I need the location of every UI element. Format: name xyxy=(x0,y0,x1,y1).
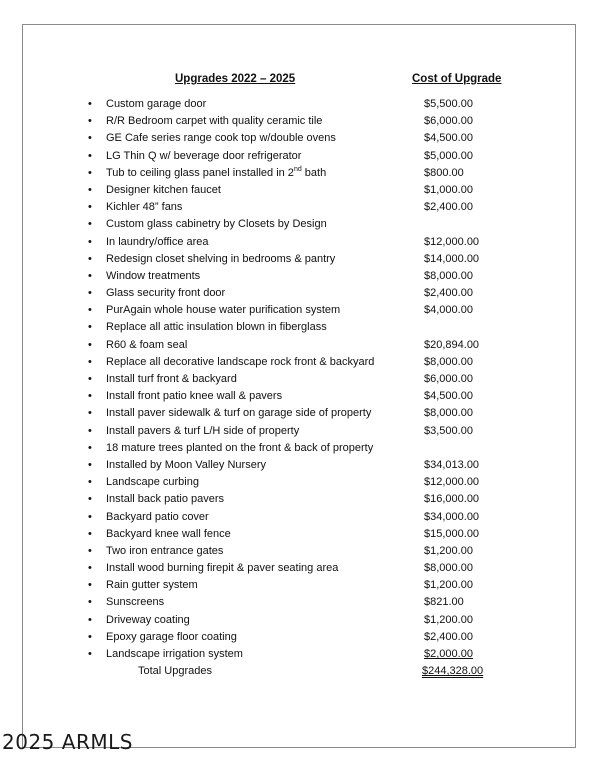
bullet-icon: • xyxy=(88,355,92,368)
upgrade-description: PurAgain whole house water purification system xyxy=(106,304,341,317)
upgrade-cost: $1,200.00 xyxy=(424,579,473,592)
upgrade-description: In laundry/office area xyxy=(106,235,209,248)
upgrade-description-text: Tub to ceiling glass panel installed in 2 xyxy=(106,166,294,179)
upgrade-cost: $8,000.00 xyxy=(424,355,473,368)
upgrade-cost: $34,013.00 xyxy=(424,458,480,471)
bullet-icon: • xyxy=(88,613,92,626)
bullet-icon: • xyxy=(88,252,92,265)
bullet-icon: • xyxy=(88,373,92,385)
upgrade-description: Landscape curbing xyxy=(106,476,199,489)
upgrade-row xyxy=(23,268,575,285)
upgrade-cost: $2,000.00 xyxy=(424,648,473,660)
bullet-icon: • xyxy=(88,458,92,471)
upgrade-row xyxy=(23,251,575,268)
upgrade-row xyxy=(23,371,575,388)
bullet-icon: • xyxy=(88,424,92,437)
bullet-icon: • xyxy=(88,579,92,592)
cost-heading: Cost of Upgrade xyxy=(412,73,502,85)
bullet-icon: • xyxy=(88,596,92,609)
upgrade-cost: $14,000.00 xyxy=(424,252,480,265)
bullet-icon: • xyxy=(88,269,92,282)
upgrade-row xyxy=(23,629,575,646)
bullet-icon: • xyxy=(88,562,92,575)
total-cost: $244,328.00 xyxy=(422,665,484,678)
upgrade-cost: $800.00 xyxy=(424,166,464,179)
upgrade-row xyxy=(23,612,575,629)
bullet-icon: • xyxy=(88,407,92,420)
upgrade-description: R/R Bedroom carpet with quality ceramic tile xyxy=(106,115,323,128)
upgrade-description xyxy=(106,165,326,182)
upgrade-description: GE Cafe series range cook top w/double ovens xyxy=(106,132,336,145)
upgrade-row xyxy=(23,234,575,251)
upgrade-row xyxy=(23,319,575,336)
bullet-icon: • xyxy=(88,132,92,145)
upgrade-cost: $5,500.00 xyxy=(424,98,473,110)
bullet-icon: • xyxy=(88,390,92,403)
upgrade-row xyxy=(23,96,575,113)
upgrade-description: Redesign closet shelving in bedrooms & pantry xyxy=(106,252,336,265)
upgrade-description: Backyard patio cover xyxy=(106,510,209,523)
ordinal-suffix: nd xyxy=(293,165,302,173)
upgrade-row xyxy=(23,526,575,543)
bullet-icon: • xyxy=(88,321,92,334)
upgrade-description: Install back patio pavers xyxy=(106,493,225,506)
upgrade-cost: $2,400.00 xyxy=(424,287,473,300)
upgrade-cost: $15,000.00 xyxy=(424,527,480,540)
upgrade-description: Driveway coating xyxy=(106,613,190,626)
upgrade-row xyxy=(23,440,575,457)
upgrade-description: Installed by Moon Valley Nursery xyxy=(106,458,266,471)
upgrade-cost: $6,000.00 xyxy=(424,115,473,128)
bullet-icon: • xyxy=(88,115,92,128)
upgrade-row xyxy=(23,337,575,354)
upgrade-cost: $3,500.00 xyxy=(424,424,473,437)
upgrade-description: Two iron entrance gates xyxy=(106,544,224,557)
upgrade-cost: $12,000.00 xyxy=(424,476,480,489)
upgrade-row xyxy=(23,457,575,474)
upgrade-description: LG Thin Q w/ beverage door refrigerator xyxy=(106,149,302,162)
total-label: Total Upgrades xyxy=(138,665,212,678)
upgrade-description: Install pavers & turf L/H side of property xyxy=(106,424,300,437)
upgrade-row xyxy=(23,354,575,371)
upgrade-description: Replace all decorative landscape rock front & backyard xyxy=(106,355,375,368)
upgrade-row xyxy=(23,182,575,199)
upgrade-description: R60 & foam seal xyxy=(106,338,188,351)
upgrade-row xyxy=(23,491,575,508)
bullet-icon: • xyxy=(88,630,92,643)
bullet-icon: • xyxy=(88,304,92,317)
upgrade-list xyxy=(23,96,575,680)
upgrade-row xyxy=(23,646,575,663)
upgrade-row xyxy=(23,130,575,147)
upgrade-cost: $5,000.00 xyxy=(424,149,473,162)
bullet-icon: • xyxy=(88,287,92,300)
upgrade-row xyxy=(23,302,575,319)
upgrade-cost: $8,000.00 xyxy=(424,407,473,420)
upgrade-cost: $1,200.00 xyxy=(424,613,473,626)
upgrade-cost: $8,000.00 xyxy=(424,562,473,575)
bullet-icon: • xyxy=(88,166,92,179)
bullet-icon: • xyxy=(88,527,92,540)
upgrade-description: Sunscreens xyxy=(106,596,165,609)
upgrade-description: Rain gutter system xyxy=(106,579,198,592)
upgrade-cost: $16,000.00 xyxy=(424,493,480,506)
upgrade-cost: $4,500.00 xyxy=(424,132,473,145)
bullet-icon: • xyxy=(88,149,92,162)
bullet-icon: • xyxy=(88,98,92,110)
upgrade-cost: $6,000.00 xyxy=(424,373,473,385)
upgrade-cost: $1,000.00 xyxy=(424,183,473,196)
upgrade-cost: $4,000.00 xyxy=(424,304,473,317)
upgrade-row xyxy=(23,199,575,216)
upgrade-description: Install wood burning firepit & paver seating area xyxy=(106,562,339,575)
bullet-icon: • xyxy=(88,338,92,351)
upgrade-row xyxy=(23,423,575,440)
bullet-icon: • xyxy=(88,476,92,489)
bullet-icon: • xyxy=(88,183,92,196)
document-page xyxy=(22,24,576,748)
upgrade-description: Epoxy garage floor coating xyxy=(106,630,237,643)
upgrade-description: Glass security front door xyxy=(106,287,226,300)
upgrade-cost: $34,000.00 xyxy=(424,510,480,523)
upgrade-row xyxy=(23,113,575,130)
bullet-icon: • xyxy=(88,441,92,454)
mls-watermark: 2025 ARMLS xyxy=(2,730,133,754)
upgrades-heading: Upgrades 2022 – 2025 xyxy=(175,73,296,85)
bullet-icon: • xyxy=(88,510,92,523)
upgrade-row xyxy=(23,543,575,560)
upgrade-description: Designer kitchen faucet xyxy=(106,183,221,196)
upgrade-description: Kichler 48” fans xyxy=(106,201,183,214)
upgrade-row xyxy=(23,577,575,594)
upgrade-cost: $2,400.00 xyxy=(424,201,473,214)
upgrade-description: Replace all attic insulation blown in fiberglass xyxy=(106,321,327,334)
upgrade-description: Custom garage door xyxy=(106,98,207,110)
upgrade-cost: $4,500.00 xyxy=(424,390,473,403)
upgrade-description: Custom glass cabinetry by Closets by Design xyxy=(106,218,327,231)
upgrade-row xyxy=(23,285,575,302)
upgrade-cost: $821.00 xyxy=(424,596,464,609)
upgrade-row xyxy=(23,474,575,491)
bullet-icon: • xyxy=(88,235,92,248)
upgrade-cost: $20,894.00 xyxy=(424,338,480,351)
upgrade-description: Backyard knee wall fence xyxy=(106,527,231,540)
upgrade-row xyxy=(23,216,575,233)
upgrade-description: Install paver sidewalk & turf on garage side of property xyxy=(106,407,372,420)
upgrade-row xyxy=(23,388,575,405)
upgrade-description: Install turf front & backyard xyxy=(106,373,237,385)
upgrade-row xyxy=(23,560,575,577)
upgrade-description-text: bath xyxy=(301,166,327,179)
upgrade-row xyxy=(23,165,575,182)
upgrade-cost: $1,200.00 xyxy=(424,544,473,557)
upgrade-cost: $8,000.00 xyxy=(424,269,473,282)
bullet-icon: • xyxy=(88,493,92,506)
upgrade-row xyxy=(23,405,575,422)
upgrade-row xyxy=(23,594,575,611)
upgrade-cost: $2,400.00 xyxy=(424,630,473,643)
bullet-icon: • xyxy=(88,218,92,231)
upgrade-row xyxy=(23,509,575,526)
upgrade-description: Landscape irrigation system xyxy=(106,648,243,660)
upgrade-row xyxy=(23,148,575,165)
bullet-icon: • xyxy=(88,544,92,557)
bullet-icon: • xyxy=(88,648,92,660)
bullet-icon: • xyxy=(88,201,92,214)
upgrade-description: Install front patio knee wall & pavers xyxy=(106,390,283,403)
upgrade-cost: $12,000.00 xyxy=(424,235,480,248)
upgrade-description: Window treatments xyxy=(106,269,201,282)
upgrade-description: 18 mature trees planted on the front & back of property xyxy=(106,441,374,454)
total-row xyxy=(23,663,575,680)
